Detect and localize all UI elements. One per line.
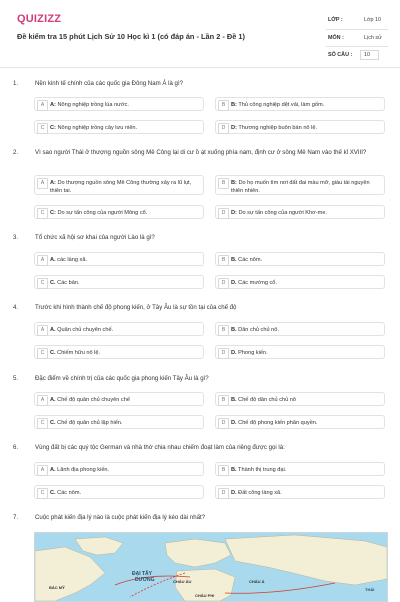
- option-b[interactable]: [215, 322, 385, 336]
- meta-row-subject: [326, 30, 388, 48]
- option-letter: C: [37, 123, 48, 134]
- option-text: B: Thủ công nghiệp dệt vải, làm gốm.: [231, 102, 325, 108]
- question-number: 5.: [13, 375, 19, 382]
- option-d[interactable]: [215, 120, 385, 134]
- question-number: 1.: [13, 80, 19, 87]
- option-letter: B: [218, 178, 229, 189]
- option-c[interactable]: [34, 485, 204, 499]
- map-label: THÁI: [365, 587, 375, 592]
- question-number: 2.: [13, 149, 19, 156]
- option-text: C: Do sự tấn công của người Mông cổ.: [50, 210, 148, 216]
- option-letter: B: [218, 325, 229, 336]
- question-text: Tổ chức xã hội sơ khai của người Lào là gì?: [35, 234, 155, 241]
- option-text: D. Phong kiến.: [231, 350, 268, 356]
- option-a[interactable]: [34, 175, 204, 195]
- option-a[interactable]: [34, 392, 204, 406]
- option-letter: A: [37, 465, 48, 476]
- option-letter: D: [218, 488, 229, 499]
- option-letter: D: [218, 123, 229, 134]
- meta-value: Lớp 10: [364, 17, 382, 23]
- option-c[interactable]: [34, 120, 204, 134]
- option-letter: A: [37, 178, 48, 189]
- map-graphic: [35, 533, 387, 601]
- option-a[interactable]: [34, 252, 204, 266]
- option-text: C. Các bản.: [50, 280, 80, 286]
- option-a[interactable]: [34, 97, 204, 111]
- option-letter: B: [218, 255, 229, 266]
- option-text: A. các làng xã.: [50, 257, 88, 263]
- option-text: D: Do sự tấn công của người Khơ-me.: [231, 210, 327, 216]
- option-letter: B: [218, 465, 229, 476]
- option-letter: A: [37, 395, 48, 406]
- map-label: CHÂU PHI: [195, 593, 215, 598]
- question-text: Đặc điểm về chính trị của các quốc gia phong kiến Tây Âu là gì?: [35, 375, 209, 382]
- option-text: B. Thành thị trung đại.: [231, 467, 287, 473]
- map-label: DƯƠNG: [135, 577, 155, 583]
- option-text: C. Chế độ quân chủ lập hiến.: [50, 420, 123, 426]
- option-c[interactable]: [34, 205, 204, 219]
- option-letter: A: [37, 325, 48, 336]
- option-c[interactable]: [34, 415, 204, 429]
- page-title: Đề kiểm tra 15 phút Lịch Sử 10 Học kì 1 (có đáp án - Lần 2 - Đề 1): [17, 32, 245, 41]
- option-text: A: Do thượng nguồn sông Mê Công thường xảy ra lũ lụt, thiên tai.: [50, 180, 192, 194]
- option-text: C. Chiếm hữu nô lệ.: [50, 350, 101, 356]
- meta-key: SỐ CÂU :: [328, 52, 353, 58]
- option-a[interactable]: [34, 462, 204, 476]
- option-letter: D: [218, 348, 229, 359]
- option-b[interactable]: [215, 462, 385, 476]
- question-text: Vùng đất bị các quý tộc German và nhà thờ chia nhau chiếm đoạt làm của riêng được gọi là:: [35, 444, 285, 451]
- option-text: D: Thương nghiệp buôn bán nô lệ.: [231, 125, 317, 131]
- option-letter: C: [37, 278, 48, 289]
- option-letter: B: [218, 100, 229, 111]
- world-map-image: [34, 532, 388, 602]
- option-text: D. Các mường cổ.: [231, 280, 277, 286]
- option-d[interactable]: [215, 205, 385, 219]
- quizizz-logo: QUIZIZZ: [17, 13, 62, 25]
- option-letter: C: [37, 348, 48, 359]
- option-text: B. Dân chủ chủ nô.: [231, 327, 279, 333]
- option-letter: A: [37, 100, 48, 111]
- map-label: ĐẠI TÂY: [132, 571, 152, 577]
- question-number: 3.: [13, 234, 19, 241]
- option-b[interactable]: [215, 175, 385, 195]
- meta-panel: [326, 12, 388, 64]
- option-text: A. Chế độ quân chủ chuyên chế: [50, 397, 130, 403]
- option-text: B: Do họ muốn tìm nơi đất đai màu mỡ, giàu tài nguyên thiên nhiên.: [231, 180, 370, 194]
- option-b[interactable]: [215, 97, 385, 111]
- option-d[interactable]: [215, 275, 385, 289]
- option-text: C. Các nôm.: [50, 490, 82, 496]
- option-letter: C: [37, 488, 48, 499]
- meta-row-class: [326, 12, 388, 30]
- option-letter: C: [37, 208, 48, 219]
- option-text: D. Chế độ phong kiến phân quyền.: [231, 420, 318, 426]
- map-label: CHÂU ÂU: [173, 579, 192, 584]
- meta-value: 10: [360, 50, 379, 60]
- option-text: B. Các nôm.: [231, 257, 263, 263]
- option-text: A. Quân chủ chuyên chế.: [50, 327, 114, 333]
- option-letter: B: [218, 395, 229, 406]
- header-divider: [0, 67, 400, 68]
- option-c[interactable]: [34, 275, 204, 289]
- option-letter: C: [37, 418, 48, 429]
- meta-key: MÔN :: [328, 34, 344, 41]
- question-number: 7.: [13, 514, 19, 521]
- option-letter: D: [218, 418, 229, 429]
- option-text: A. Lãnh địa phong kiến.: [50, 467, 110, 473]
- question-text: Vì sao người Thái ở thượng nguồn sông Mê Công lại di cư ồ ạt xuống phía nam, định cư ở sông Mê Nam vào thế kỉ XVIII?: [35, 149, 367, 156]
- option-letter: D: [218, 278, 229, 289]
- question-text: Trước khi hình thành chế độ phong kiến, ở Tây Âu là sự tồn tại của chế độ: [35, 304, 237, 311]
- option-d[interactable]: [215, 345, 385, 359]
- question-text: Cuộc phát kiến địa lý nào là cuộc phát kiến địa lý kéo dài nhất?: [35, 514, 206, 521]
- option-letter: D: [218, 208, 229, 219]
- option-d[interactable]: [215, 415, 385, 429]
- question-number: 6.: [13, 444, 19, 451]
- meta-row-count: [326, 47, 388, 64]
- option-letter: A: [37, 255, 48, 266]
- option-text: A: Nông nghiệp trồng lúa nước.: [50, 102, 129, 108]
- option-text: D. Đất công làng xã.: [231, 490, 282, 496]
- map-label: BẮC MỸ: [49, 585, 65, 590]
- meta-value: Lịch sử: [364, 34, 382, 41]
- option-c[interactable]: [34, 345, 204, 359]
- meta-key: LỚP :: [328, 17, 343, 23]
- option-text: C: Nông nghiệp trồng cây lưu niên.: [50, 125, 138, 131]
- option-b[interactable]: [215, 392, 385, 406]
- option-d[interactable]: [215, 485, 385, 499]
- question-number: 4.: [13, 304, 19, 311]
- option-b[interactable]: [215, 252, 385, 266]
- question-text: Nền kinh tế chính của các quốc gia Đông Nam Á là gì?: [35, 80, 184, 87]
- option-text: B. Chế độ dân chủ chủ nô: [231, 397, 297, 403]
- option-a[interactable]: [34, 322, 204, 336]
- map-label: CHÂU Á: [249, 579, 265, 584]
